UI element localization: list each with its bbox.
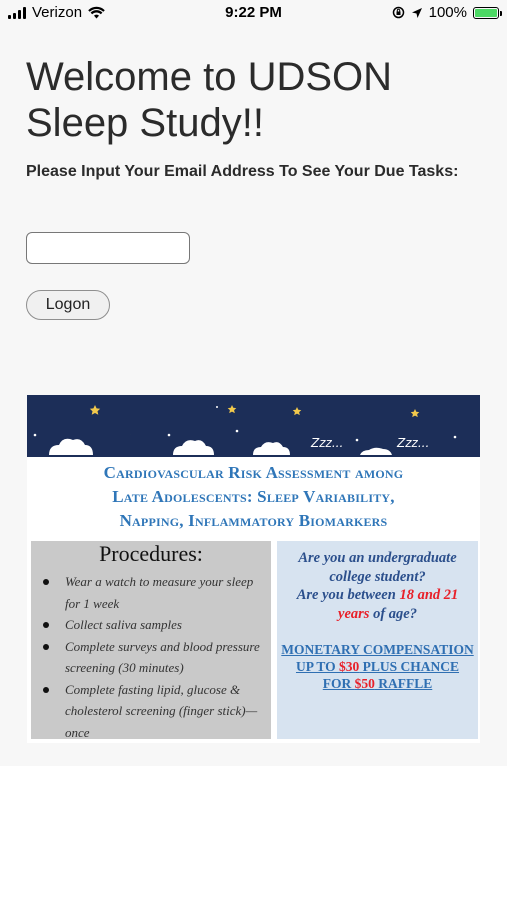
page-title: Welcome to UDSON Sleep Study!!	[26, 55, 393, 145]
battery-icon	[473, 7, 499, 19]
moon-icon	[127, 405, 159, 444]
logon-button[interactable]: Logon	[26, 290, 110, 320]
star-icons	[90, 405, 420, 417]
status-right-group	[392, 4, 499, 21]
zzz-text-1: Zzz...	[311, 436, 344, 450]
study-flyer	[27, 395, 480, 743]
question-age-suffix: of age?	[369, 605, 417, 622]
procedure-text: Complete surveys and blood pressure screening (30 minutes)	[65, 638, 260, 675]
study-title-line: Cardiovascular Risk Assessment among	[103, 463, 404, 482]
battery-percent: 100%	[428, 4, 467, 21]
procedures-list	[39, 571, 267, 743]
amount-50: $50	[354, 676, 375, 691]
status-bar	[0, 0, 507, 26]
recruitment-box	[277, 541, 478, 739]
list-item	[39, 679, 267, 744]
carrier-label: Verizon	[32, 4, 83, 21]
study-title-line: Late Adolescents: Sleep Variability,	[112, 487, 395, 506]
study-title-line: Napping, Inflammatory Biomarkers	[119, 511, 388, 530]
compensation-prefix: MONETARY COMPENSATION UP TO	[281, 642, 474, 674]
rotation-lock-icon	[392, 6, 405, 19]
compensation-text	[281, 641, 474, 692]
location-icon	[411, 7, 423, 19]
procedure-text: Wear a watch to measure your sleep for 1 week	[65, 574, 254, 611]
bullet-icon	[43, 622, 49, 628]
procedure-text: Collect saliva samples	[65, 617, 182, 632]
sleep-banner-illustration	[27, 395, 480, 457]
study-title	[27, 461, 480, 533]
page-footer-blank	[0, 766, 507, 900]
bullet-icon	[43, 579, 49, 585]
question-student: Are you an undergraduate college student?	[298, 550, 457, 585]
bullet-icon	[43, 687, 49, 693]
email-prompt: Please Input Your Email Address To See Your Due Tasks:	[26, 163, 459, 180]
zzz-text-2: Zzz...	[397, 436, 430, 450]
list-item	[39, 571, 267, 614]
procedures-box	[31, 541, 271, 739]
list-item	[39, 636, 267, 679]
age-range: 18 and 21 years	[338, 587, 459, 622]
question-age-prefix: Are you between	[296, 587, 400, 603]
email-input[interactable]	[26, 232, 190, 264]
bullet-icon	[43, 644, 49, 650]
compensation-mid: PLUS CHANCE FOR	[322, 659, 460, 691]
eligibility-questions	[281, 549, 474, 623]
question-age	[281, 586, 474, 623]
list-item	[39, 614, 267, 636]
procedure-text: Complete fasting lipid, glucose & cholesterol screening (finger stick)—once	[65, 681, 258, 740]
compensation-suffix: RAFFLE	[374, 676, 433, 691]
procedures-heading: Procedures:	[99, 541, 203, 566]
night-sky-banner	[27, 395, 480, 457]
clock: 9:22 PM	[225, 4, 282, 21]
login-page	[0, 26, 507, 766]
amount-30: $30	[339, 659, 360, 674]
